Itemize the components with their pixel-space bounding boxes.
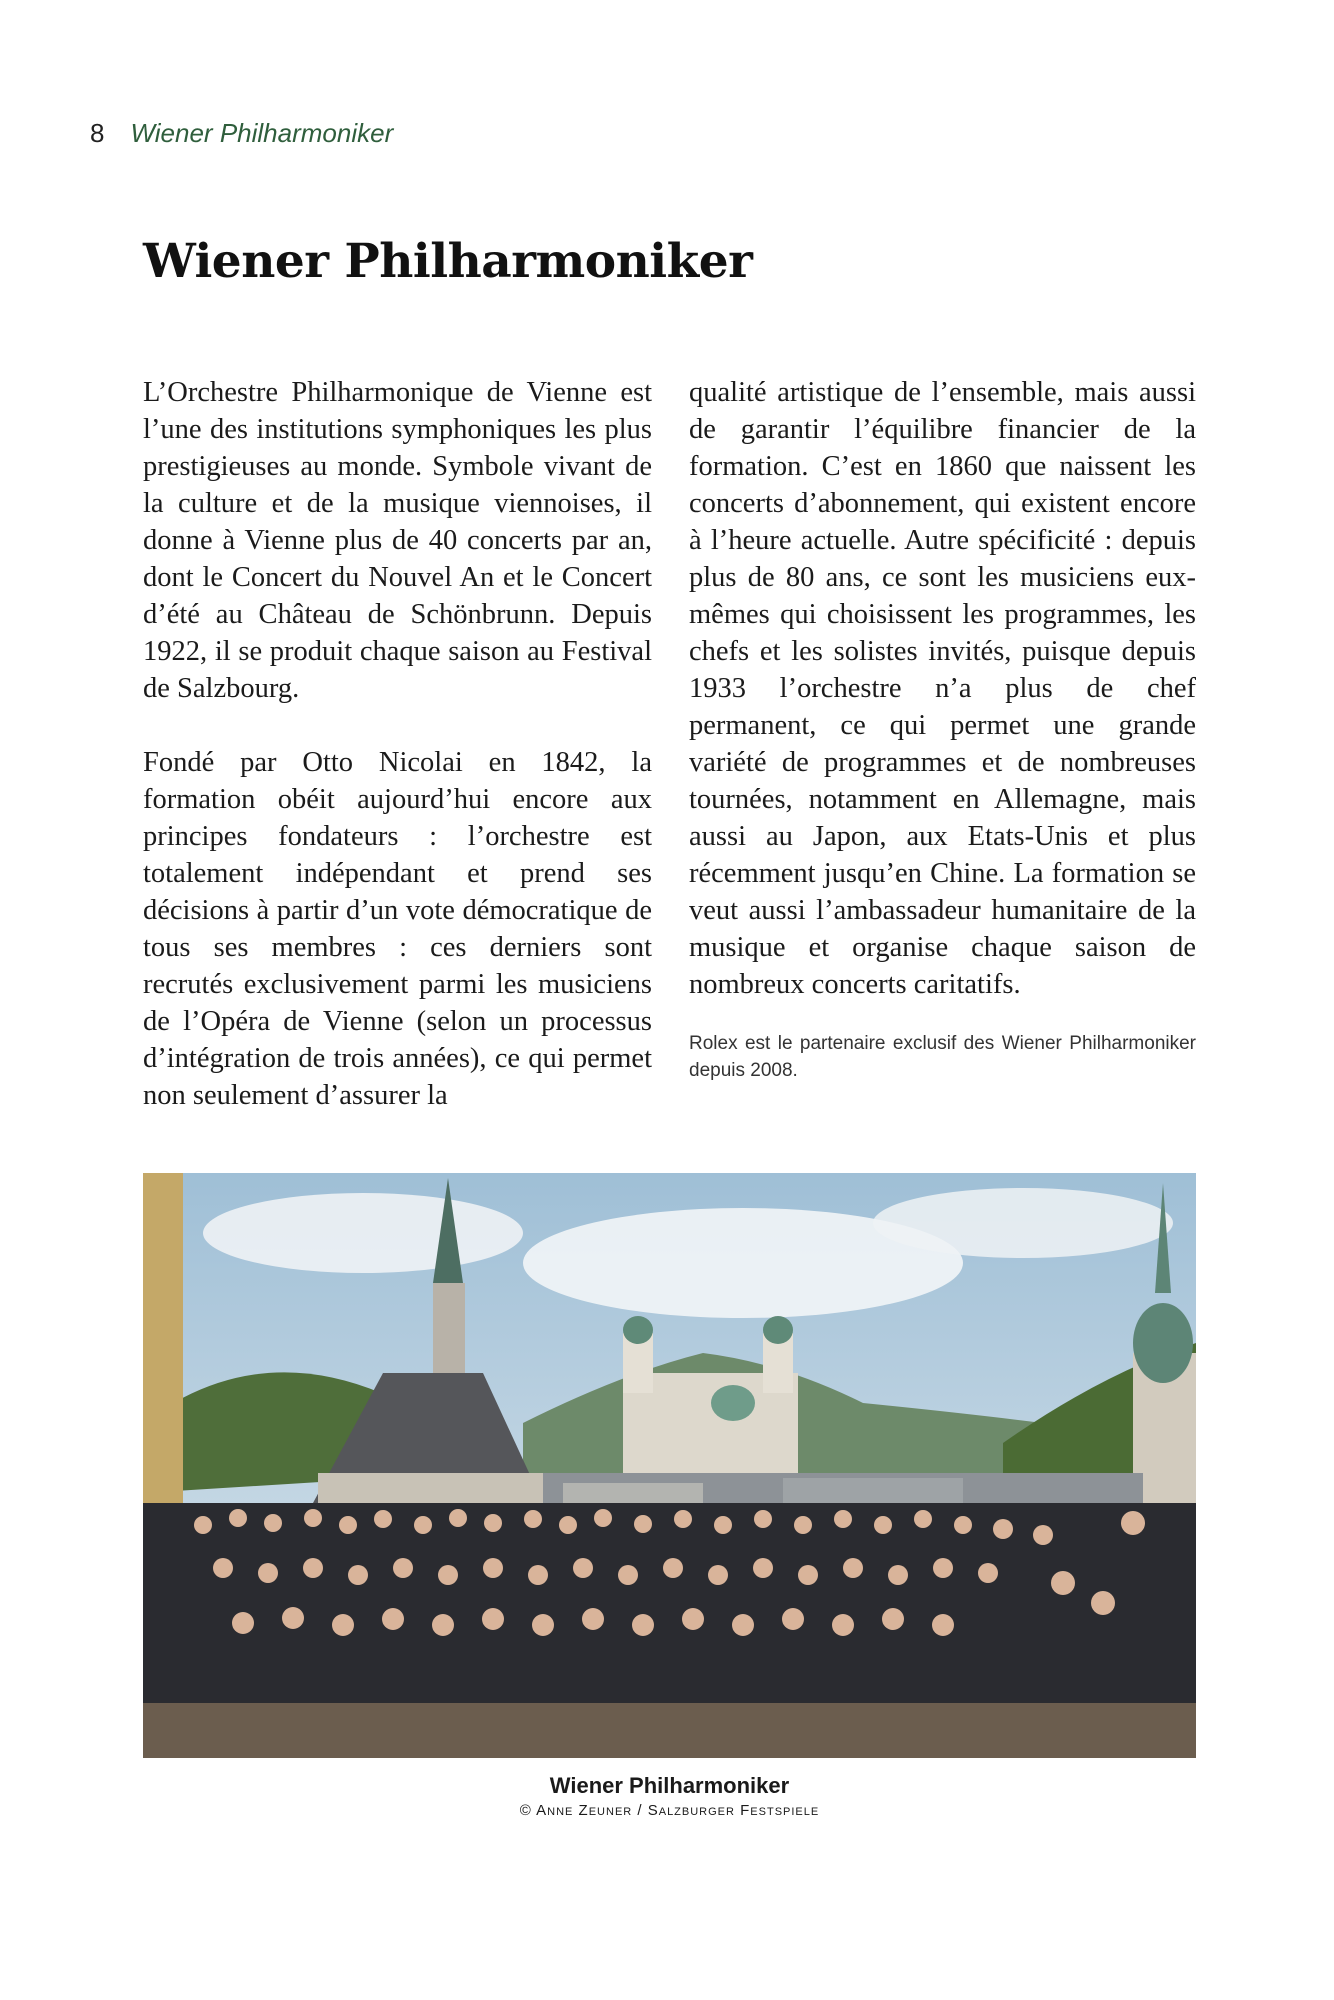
sponsor-note: Rolex est le partenaire exclusif des Wiener Philharmoniker depuis 2008.	[689, 1033, 1196, 1081]
left-column	[143, 374, 652, 1151]
running-head	[90, 118, 393, 149]
caption-credit: © Anne Zeuner / Salzburger Festspiele	[519, 1802, 820, 1819]
orchestra-photo-illustration	[143, 1173, 1196, 1758]
left-paragraph-2: Fondé par Otto Nicolai en 1842, la formation obéit aujourd’hui encore aux principes fondateurs : l’orchestre est totalement indépendant et prend ses décisions à partir d’un vote démocratique de tous ses membres : ces derniers sont recrutés exclusivement parmi les musiciens de l’Opéra de Vienne (selon un processus d’intégration de trois années), ce qui permet non seulement d’assurer la	[143, 747, 652, 1111]
caption-title: Wiener Philharmoniker	[549, 1773, 790, 1798]
page-title: Wiener Philharmoniker	[143, 234, 753, 289]
page-number: 8	[90, 118, 105, 148]
orchestra-photo	[143, 1173, 1196, 1758]
left-paragraph-1: L’Orchestre Philharmonique de Vienne est l’une des institutions symphoniques les plus prestigieuses au monde. Symbole vivant de la culture et de la musique viennoises, il donne à Vienne plus de 40 concerts par an, dont le Concert du Nouvel An et le Concert d’été au Château de Schönbrunn. Depuis 1922, il se produit chaque saison au Festival de Salzbourg.	[143, 377, 652, 704]
photo-caption	[143, 1773, 1196, 1819]
right-column	[689, 374, 1196, 1084]
right-paragraph-1: qualité artistique de l’ensemble, mais aussi de garantir l’équilibre financier de la formation. C’est en 1860 que naissent les concerts d’abonnement, qui existent encore à l’heure actuelle. Autre spécificité : depuis plus de 80 ans, ce sont les musiciens eux-mêmes qui choisissent les programmes, les chefs et les solistes invités, puisque depuis 1933 l’orchestre n’a plus de chef permanent, ce qui permet une grande variété de programmes et de nombreuses tournées, notamment en Allemagne, mais aussi au Japon, aux Etats-Unis et plus récemment jusqu’en Chine. La formation se veut aussi l’ambassadeur humanitaire de la musique et organise chaque saison de nombreux concerts caritatifs.	[689, 377, 1196, 1000]
series-title: Wiener Philharmoniker	[130, 118, 394, 148]
